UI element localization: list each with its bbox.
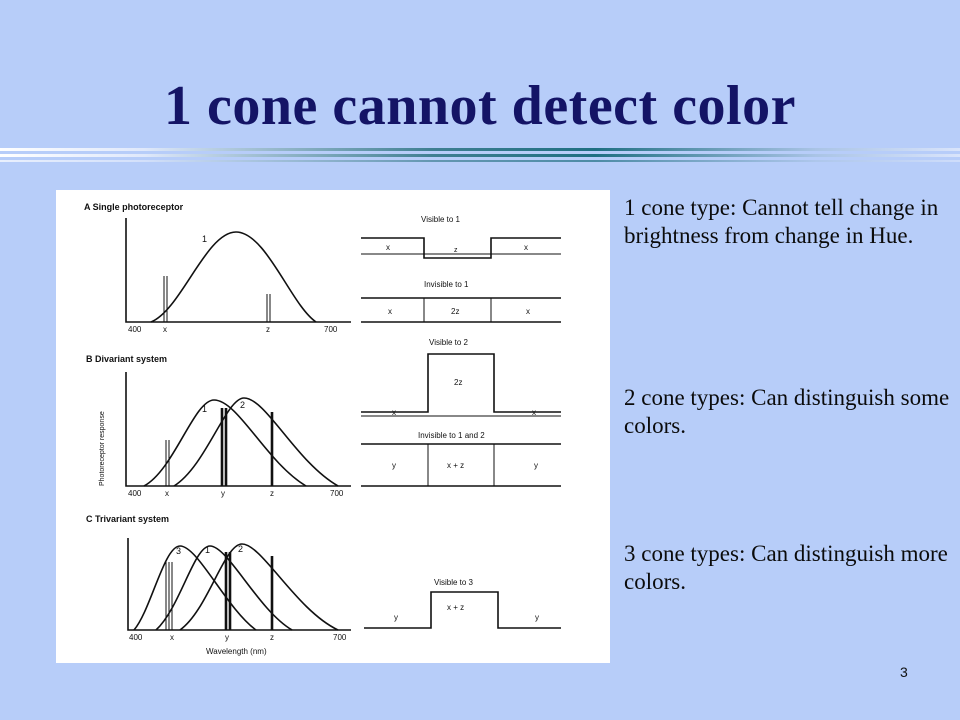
panel-c-visible-label: Visible to 3 — [434, 578, 473, 587]
panel-b-tick-400: 400 — [128, 489, 142, 498]
page-number: 3 — [900, 664, 908, 680]
panel-c-tick-y: y — [225, 633, 229, 642]
panel-b-tick-z: z — [270, 489, 274, 498]
y-axis-label: Photoreceptor response — [99, 411, 106, 486]
panel-b-invisible-label: Invisible to 1 and 2 — [418, 431, 485, 440]
panel-a-axes — [126, 218, 351, 322]
panel-a-curve-1 — [151, 232, 316, 322]
panel-c-tick-400: 400 — [129, 633, 143, 642]
slide-title: 1 cone cannot detect color — [164, 75, 796, 137]
panel-a-visible-label: Visible to 1 — [421, 215, 460, 224]
panel-b-title: B Divariant system — [86, 354, 168, 364]
panel-a-title: A Single photoreceptor — [84, 202, 184, 212]
panel-a-graph — [126, 218, 351, 322]
panel-a-tick-400: 400 — [128, 325, 142, 334]
panel-a-visible-plot — [361, 238, 561, 258]
panel-b-invisible-cell-2: x + z — [447, 461, 465, 470]
panel-b-invisible-cell-1: y — [392, 461, 396, 470]
panel-a-tick-700: 700 — [324, 325, 338, 334]
panel-a-visible-cell-3: x — [524, 243, 528, 252]
panel-b-visible-cell-1: x — [392, 408, 396, 417]
panel-b-visible-label: Visible to 2 — [429, 338, 468, 347]
panel-b-tick-y: y — [221, 489, 225, 498]
panel-c-curve-label-1: 1 — [205, 545, 211, 555]
panel-b-curve-label-1: 1 — [202, 404, 208, 414]
bullet-one-cone: 1 cone type: Cannot tell change in brightness from change in Hue. — [624, 195, 939, 248]
panel-c-visible-cell-3: y — [535, 613, 539, 622]
panel-c-curve-3 — [134, 546, 256, 630]
panel-b-invisible-cell-3: y — [534, 461, 538, 470]
panel-c-curve-label-3: 3 — [176, 546, 182, 556]
bullet-two-cones: 2 cone types: Can distinguish some colors. — [624, 385, 950, 438]
title-divider — [0, 148, 960, 164]
panel-a-visible-cell-2: z — [454, 247, 458, 254]
cone-response-figure — [56, 190, 610, 663]
panel-b-visible-cell-3: x — [532, 408, 536, 417]
panel-b-axes — [126, 372, 351, 486]
panel-a-invisible-label: Invisible to 1 — [424, 280, 469, 289]
panel-c-visible-cell-2: x + z — [447, 603, 465, 612]
panel-c-tick-x: x — [170, 633, 174, 642]
bullet-three-cones: 3 cone types: Can distinguish more colors. — [624, 541, 948, 594]
panel-c-curve-2 — [180, 544, 338, 630]
panel-a-tick-x: x — [163, 325, 167, 334]
panel-a-visible-cell-1: x — [386, 243, 390, 252]
panel-a-invisible-cell-1: x — [388, 307, 392, 316]
panel-a-invisible-cell-2: 2z — [451, 307, 460, 316]
panel-c-title: C Trivariant system — [86, 514, 170, 524]
panel-b-tick-x: x — [165, 489, 169, 498]
panel-a-invisible-cell-3: x — [526, 307, 530, 316]
panel-b-curve-label-2: 2 — [240, 400, 246, 410]
panel-b-tick-700: 700 — [330, 489, 344, 498]
panel-a-curve-label: 1 — [202, 234, 208, 244]
x-axis-label: Wavelength (nm) — [206, 647, 267, 656]
panel-c-visible-cell-1: y — [394, 613, 398, 622]
panel-a-tick-z: z — [266, 325, 270, 334]
panel-b-visible-cell-2: 2z — [454, 378, 463, 387]
panel-c-tick-700: 700 — [333, 633, 347, 642]
panel-b-graph — [126, 372, 351, 486]
panel-c-tick-z: z — [270, 633, 274, 642]
panel-c-curve-label-2: 2 — [238, 544, 244, 554]
